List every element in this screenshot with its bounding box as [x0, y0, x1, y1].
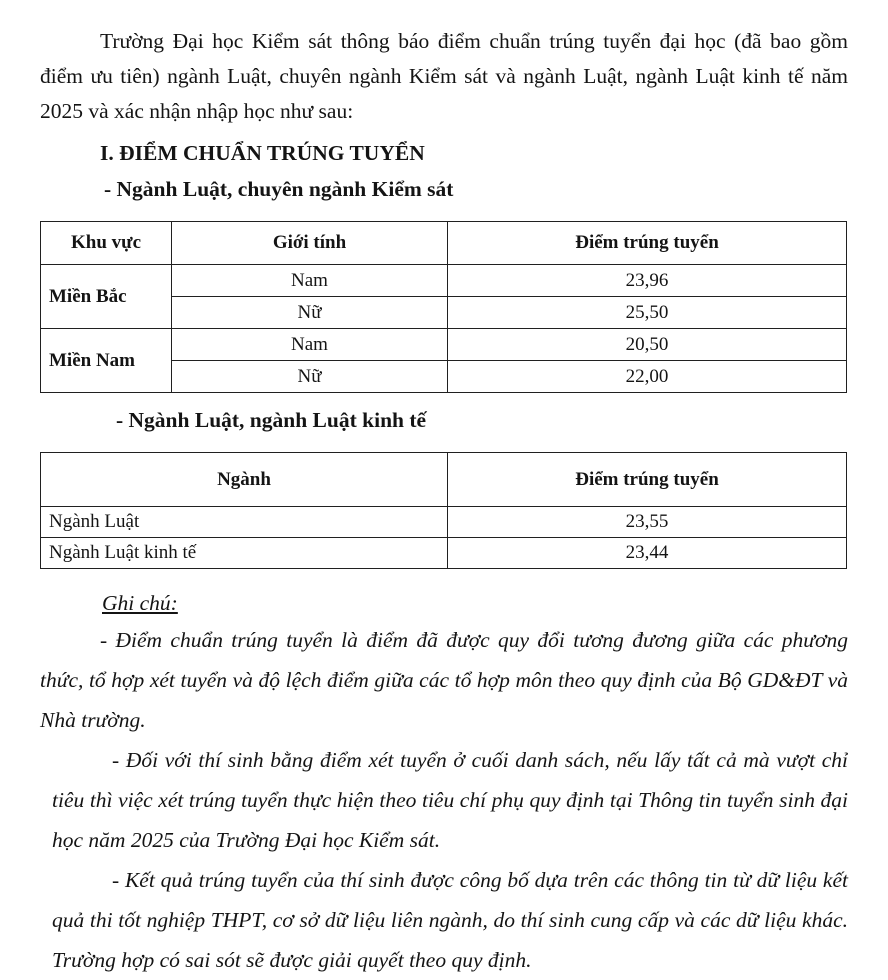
score-cell: 25,50 — [448, 297, 847, 329]
subsection-title-luat: - Ngành Luật, ngành Luật kinh tế — [116, 408, 427, 432]
notes-title: Ghi chú: — [102, 591, 178, 615]
column-header-major: Ngành — [41, 453, 448, 507]
gender-cell: Nữ — [172, 361, 448, 393]
table-row — [41, 329, 847, 361]
gender-cell: Nam — [172, 265, 448, 297]
region-cell: Miền Nam — [41, 329, 172, 393]
table-row — [41, 265, 847, 297]
intro-paragraph: Trường Đại học Kiểm sát thông báo điểm chuẩn trúng tuyển đại học (đã bao gồm điểm ưu tiên) ngành Luật, chuyên ngành Kiểm sát và ngành Luật, ngành Luật kinh tế năm 2025 và xác nhận nhập học như sau: — [40, 29, 848, 123]
score-cell: 22,00 — [448, 361, 847, 393]
gender-cell: Nam — [172, 329, 448, 361]
table-header-row — [41, 453, 847, 507]
major-cell: Ngành Luật — [41, 507, 448, 538]
major-cell: Ngành Luật kinh tế — [41, 538, 448, 569]
column-header-region: Khu vực — [41, 222, 172, 265]
table-header-row — [41, 222, 847, 265]
cutoff-table-luat — [40, 452, 847, 569]
score-cell: 23,55 — [448, 507, 847, 538]
region-cell: Miền Bắc — [41, 265, 172, 329]
table-row — [41, 538, 847, 569]
column-header-score: Điểm trúng tuyển — [448, 222, 847, 265]
score-cell: 23,96 — [448, 265, 847, 297]
column-header-gender: Giới tính — [172, 222, 448, 265]
note-item: - Điểm chuẩn trúng tuyển là điểm đã được quy đổi tương đương giữa các phương thức, tổ hợp xét tuyển và độ lệch điểm giữa các tổ hợp môn theo quy định của Bộ GD&ĐT và Nhà trường. — [40, 628, 848, 732]
column-header-score: Điểm trúng tuyển — [448, 453, 847, 507]
table-row — [41, 507, 847, 538]
score-cell: 20,50 — [448, 329, 847, 361]
score-cell: 23,44 — [448, 538, 847, 569]
gender-cell: Nữ — [172, 297, 448, 329]
cutoff-table-kiem-sat — [40, 221, 847, 393]
note-item: - Đối với thí sinh bằng điểm xét tuyển ở cuối danh sách, nếu lấy tất cả mà vượt chỉ tiêu thì việc xét trúng tuyển thực hiện theo tiêu chí phụ quy định tại Thông tin tuyển sinh đại học năm 2025 của Trường Đại học Kiểm sát. — [52, 748, 848, 852]
section-title: I. ĐIỂM CHUẨN TRÚNG TUYỂN — [100, 141, 425, 165]
subsection-title-kiem-sat: - Ngành Luật, chuyên ngành Kiểm sát — [104, 177, 454, 201]
note-item: - Kết quả trúng tuyển của thí sinh được công bố dựa trên các thông tin từ dữ liệu kết quả thi tốt nghiệp THPT, cơ sở dữ liệu liên ngành, do thí sinh cung cấp và các dữ liệu khác. Trường hợp có sai sót sẽ được giải quyết theo quy định. — [52, 868, 848, 972]
